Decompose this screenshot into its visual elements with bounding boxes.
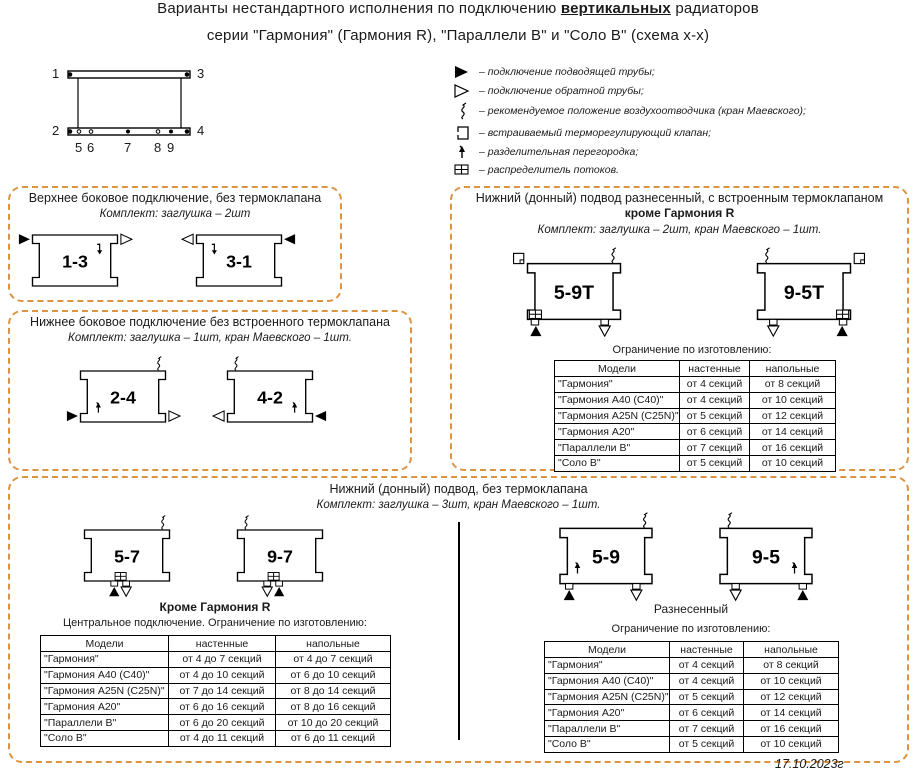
table-cell: от 10 секций <box>750 392 836 408</box>
air-vent-icon <box>245 516 249 530</box>
page-title <box>0 0 916 17</box>
table-row <box>545 705 839 721</box>
table-row <box>555 408 836 424</box>
table-row <box>555 424 836 440</box>
table-cell: от 4 до 10 секций <box>169 667 276 683</box>
section-kit-note: Комплект: заглушка – 2шт <box>99 208 251 220</box>
page-subtitle: серии "Гармония" (Гармония R), "Параллели В" и "Соло В" (схема х-х) <box>206 27 710 44</box>
table-cell: "Соло В" <box>555 455 680 471</box>
diagram-label: 9-5Т <box>783 281 825 304</box>
diagram-label: 5-7 <box>114 546 140 567</box>
page-title-post: радиаторов <box>670 0 759 17</box>
return-triangle-icon <box>121 587 131 596</box>
pipe-stub <box>633 584 640 590</box>
radiator-diagram-9-7 <box>216 513 344 603</box>
table-row <box>555 440 836 456</box>
diagram-label: 4-2 <box>257 387 283 408</box>
exception-note: Кроме Гармония R <box>159 600 271 614</box>
pipe-stub <box>799 584 806 590</box>
table-cell: от 14 секций <box>750 424 836 440</box>
return-triangle-icon <box>730 590 741 600</box>
table-cell: от 5 секций <box>670 689 744 705</box>
page-title-pre: Варианты нестандартного исполнения по подключению <box>157 0 561 17</box>
diagram-label: 9-7 <box>267 546 293 567</box>
table-cell: от 12 секций <box>750 408 836 424</box>
air-vent-icon <box>766 248 770 263</box>
flow-distributor-icon <box>115 573 126 581</box>
table-cell: от 4 до 11 секций <box>169 730 276 746</box>
radiator-diagram-2-4 <box>59 354 187 444</box>
table-cell: от 6 секций <box>670 705 744 721</box>
table-cell: от 7 секций <box>670 721 744 737</box>
table-cell: "Гармония А40 (С40)" <box>545 673 670 689</box>
table-header: настенные <box>169 636 276 652</box>
table-cell: от 7 до 14 секций <box>169 683 276 699</box>
section-title: Нижний (донный) подвод, без термоклапана <box>329 482 588 496</box>
table-row <box>41 652 391 668</box>
return-triangle-icon <box>631 590 642 600</box>
legend-label: – распределитель потоков. <box>479 164 619 176</box>
table-header: Модели <box>41 636 169 652</box>
thermo-valve-icon <box>514 253 524 263</box>
section-bottom-spread-thermo <box>450 186 909 471</box>
section-divider-line <box>458 522 460 740</box>
table-cell: от 6 до 20 секций <box>169 715 276 731</box>
radiator-diagram-5-9 <box>537 510 675 607</box>
legend-item-return <box>452 82 644 100</box>
table-cell: "Гармония А20" <box>41 699 169 715</box>
table-cell: от 5 секций <box>670 736 744 752</box>
table-cell: от 4 секций <box>680 377 750 393</box>
table-cell: "Гармония" <box>545 658 670 674</box>
table-cell: "Гармония А20" <box>545 705 670 721</box>
return-triangle-icon <box>262 587 272 596</box>
table-cell: от 6 до 16 секций <box>169 699 276 715</box>
air-vent-icon <box>158 357 162 371</box>
supply-triangle-icon <box>274 587 284 596</box>
table-cell: от 8 до 16 секций <box>276 699 391 715</box>
thermo-valve-icon <box>854 253 864 263</box>
air-vent-icon <box>235 357 239 371</box>
schematic-point-2: 2 <box>52 123 60 138</box>
table-cell: от 5 секций <box>680 455 750 471</box>
schematic-point-8: 8 <box>154 140 162 155</box>
diagram-label: 2-4 <box>110 387 136 408</box>
table-row <box>545 673 839 689</box>
legend-label: – разделительная перегородка; <box>479 146 639 158</box>
table-cell: "Гармония А20" <box>555 424 680 440</box>
supply-triangle-icon <box>797 590 808 600</box>
table-header: Модели <box>545 642 670 658</box>
table-cell: "Гармония" <box>41 652 169 668</box>
schematic-point-5: 5 <box>75 140 83 155</box>
table-header: напольные <box>276 636 391 652</box>
section-bottom-feed-no-thermo <box>8 476 909 763</box>
radiator-diagram-9-5t <box>734 245 874 343</box>
pipe-stub <box>770 319 777 325</box>
schematic-point-1: 1 <box>52 66 60 81</box>
diagram-label: 9-5 <box>752 547 780 569</box>
table-cell: "Гармония" <box>555 377 680 393</box>
table-row <box>41 683 391 699</box>
schematic-point-9: 9 <box>167 140 175 155</box>
supply-triangle-icon <box>284 234 295 244</box>
section-kit-note: Комплект: заглушка – 3шт, кран Маевского – 1шт. <box>316 499 601 511</box>
legend-label: – подключение обратной трубы; <box>479 85 644 97</box>
table-cell: от 16 секций <box>750 440 836 456</box>
schematic-point-3: 3 <box>197 66 205 81</box>
pipe-stub <box>601 319 608 325</box>
return-triangle-icon <box>213 411 224 421</box>
table-cell: от 4 до 7 секций <box>169 652 276 668</box>
table-cell: от 6 секций <box>680 424 750 440</box>
legend-item-air-vent <box>452 100 806 122</box>
diagram-label: 5-9Т <box>553 281 595 304</box>
supply-triangle-icon <box>564 590 575 600</box>
pipe-stub <box>732 584 739 590</box>
supply-triangle-icon <box>530 326 541 336</box>
table-row <box>555 455 836 471</box>
section-title: Нижний (донный) подвод разнесенный, с встроенным термоклапаном <box>475 191 884 205</box>
table-cell: от 12 секций <box>744 689 839 705</box>
section-kit-note: Комплект: заглушка – 1шт, кран Маевского – 1шт. <box>68 332 352 344</box>
return-triangle-icon <box>599 326 610 336</box>
return-triangle-icon <box>121 234 132 244</box>
divider-icon <box>452 143 472 161</box>
legend-item-divider <box>452 143 638 161</box>
table-cell: "Параллели В" <box>555 440 680 456</box>
table-cell: от 14 секций <box>744 705 839 721</box>
table-row <box>41 667 391 683</box>
pipe-stub <box>531 319 538 325</box>
air-vent-icon <box>452 101 472 121</box>
radiator-diagram-3-1 <box>175 218 303 308</box>
air-vent-icon <box>644 513 648 528</box>
legend-item-supply <box>452 63 655 81</box>
table-row <box>545 721 839 737</box>
radiator-diagram-9-5 <box>697 510 835 607</box>
radiator-diagram-1-3 <box>11 218 139 308</box>
section-title: Нижнее боковое подключение без встроенного термоклапана <box>30 315 390 329</box>
table-cell: от 6 до 11 секций <box>276 730 391 746</box>
diagram-label: 3-1 <box>226 251 252 272</box>
return-triangle-icon <box>768 326 779 336</box>
diagram-label: 1-3 <box>62 251 88 272</box>
flow-distributor-icon <box>529 310 541 318</box>
table-cell: "Параллели В" <box>41 715 169 731</box>
radiator-diagram-4-2 <box>206 354 334 444</box>
table-cell: от 10 до 20 секций <box>276 715 391 731</box>
table-cell: "Соло В" <box>41 730 169 746</box>
thermo-valve-icon <box>452 124 472 142</box>
pipe-stub <box>566 584 573 590</box>
connection-numbering-schematic <box>40 58 225 163</box>
table-cell: от 4 до 7 секций <box>276 652 391 668</box>
table-cell: "Гармония А25N (С25N)" <box>41 683 169 699</box>
table-cell: от 5 секций <box>680 408 750 424</box>
table-cell: от 10 секций <box>744 736 839 752</box>
supply-triangle-icon <box>315 411 326 421</box>
table-cell: от 4 секций <box>680 392 750 408</box>
table-cell: "Гармония А40 (С40)" <box>555 392 680 408</box>
legend-label: – рекомендуемое положение воздухоотводчика (кран Маевского); <box>479 105 806 117</box>
table-row <box>545 736 839 752</box>
return-triangle-icon <box>182 234 193 244</box>
table-cell: "Параллели В" <box>545 721 670 737</box>
air-vent-icon <box>162 516 166 530</box>
table-cell: от 6 до 10 секций <box>276 667 391 683</box>
radiator-diagram-5-9t <box>504 245 644 343</box>
table-header: настенные <box>670 642 744 658</box>
table-cell: "Гармония А40 (С40)" <box>41 667 169 683</box>
limit-title: Центральное подключение. Ограничение по изготовлению: <box>63 617 367 629</box>
air-vent-icon <box>612 248 616 263</box>
diagram-label: 5-9 <box>592 547 620 569</box>
section-bottom-side-connection <box>8 310 412 471</box>
limit-table <box>554 360 836 472</box>
table-header: напольные <box>744 642 839 658</box>
table-cell: "Гармония А25N (С25N)" <box>555 408 680 424</box>
section-top-side-connection <box>8 186 342 302</box>
section-kit-note: Комплект: заглушка – 2шт, кран Маевского – 1шт. <box>537 224 822 236</box>
table-row <box>555 392 836 408</box>
table-row <box>41 699 391 715</box>
pipe-stub <box>123 581 130 586</box>
pipe-stub <box>111 581 118 586</box>
table-cell: "Соло В" <box>545 736 670 752</box>
schematic-point-4: 4 <box>197 123 205 138</box>
table-cell: от 8 до 14 секций <box>276 683 391 699</box>
section-exception-note: кроме Гармония R <box>624 206 735 220</box>
flow-distributor-icon <box>268 573 279 581</box>
table-cell: от 8 секций <box>744 658 839 674</box>
pipe-stub <box>264 581 271 586</box>
schematic-point-7: 7 <box>124 140 132 155</box>
table-cell: от 16 секций <box>744 721 839 737</box>
limit-title: Ограничение по изготовлению: <box>611 623 771 635</box>
supply-triangle-icon <box>109 587 119 596</box>
limit-table <box>40 635 391 747</box>
legend-item-thermo-valve <box>452 124 711 142</box>
radiator-diagram-5-7 <box>63 513 191 603</box>
table-cell: от 4 секций <box>670 673 744 689</box>
limit-table <box>544 641 839 753</box>
table-header: настенные <box>680 361 750 377</box>
legend-label: – встраиваемый терморегулирующий клапан; <box>479 127 712 139</box>
table-row <box>545 658 839 674</box>
page-title-emphasis: вертикальных <box>560 0 671 17</box>
table-header: напольные <box>750 361 836 377</box>
flow-distributor-icon <box>452 161 472 179</box>
schematic-point-6: 6 <box>87 140 95 155</box>
table-row <box>41 730 391 746</box>
table-cell: от 8 секций <box>750 377 836 393</box>
table-header: Модели <box>555 361 680 377</box>
supply-triangle-icon <box>837 326 848 336</box>
pipe-stub <box>276 581 283 586</box>
return-triangle-icon <box>169 411 180 421</box>
pipe-stub <box>839 319 846 325</box>
table-row <box>555 377 836 393</box>
section-title: Верхнее боковое подключение, без термоклапана <box>28 191 322 205</box>
table-row <box>41 715 391 731</box>
legend-item-distributor <box>452 161 619 179</box>
table-cell: от 10 секций <box>744 673 839 689</box>
limit-title: Ограничение по изготовлению: <box>612 344 772 356</box>
table-cell: от 10 секций <box>750 455 836 471</box>
spread-note: Разнесенный <box>653 602 729 616</box>
supply-triangle-icon <box>19 234 30 244</box>
supply-triangle-icon <box>67 411 78 421</box>
table-cell: от 4 секций <box>670 658 744 674</box>
drawing-date: 17.10.2023г <box>775 757 844 771</box>
table-row <box>545 689 839 705</box>
flow-distributor-icon <box>837 310 849 318</box>
air-vent-icon <box>728 513 732 528</box>
return-triangle-icon <box>452 82 472 100</box>
table-cell: от 7 секций <box>680 440 750 456</box>
table-cell: "Гармония А25N (С25N)" <box>545 689 670 705</box>
supply-triangle-icon <box>452 63 472 81</box>
legend-label: – подключение подводящей трубы; <box>479 66 655 78</box>
